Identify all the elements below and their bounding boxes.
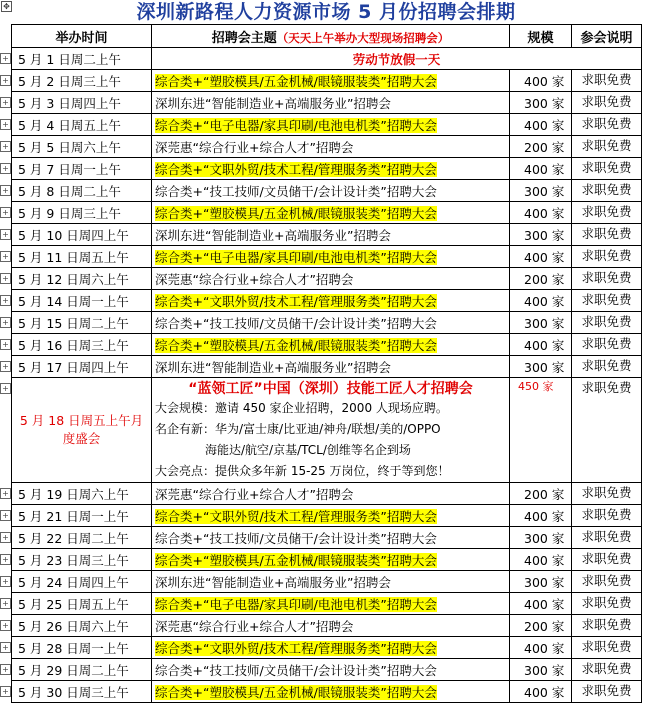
header-note: 参会说明 — [572, 25, 642, 48]
feature-line: 海能达/航空/京基/TCL/创维等名企到场 — [205, 443, 411, 457]
row-theme-text: 深莞惠“综合行业+综合人才”招聘会 — [155, 139, 354, 155]
feature-theme — [152, 378, 510, 483]
row-theme — [152, 202, 510, 224]
row-theme — [152, 356, 510, 378]
row-theme — [152, 549, 510, 571]
row-theme-text: 综合类+“电子电器/家具印刷/电池电机类”招聘大会 — [155, 249, 437, 265]
row-date: 5 月 10 日周四上午 — [12, 224, 152, 246]
row-note: 求职免费 — [572, 246, 642, 268]
row-date: 5 月 3 日周四上午 — [12, 92, 152, 114]
row-date: 5 月 2 日周三上午 — [12, 70, 152, 92]
table-row — [12, 571, 642, 593]
table-row — [12, 549, 642, 571]
row-date: 5 月 11 日周五上午 — [12, 246, 152, 268]
add-row-icon[interactable]: + — [0, 119, 11, 130]
row-scale: 400 家 — [510, 158, 572, 180]
row-theme — [152, 224, 510, 246]
row-theme-text: 综合类+“文职外贸/技术工程/管理服务类”招聘大会 — [155, 640, 437, 656]
row-theme-text: 深莞惠“综合行业+综合人才”招聘会 — [155, 486, 354, 502]
add-row-icon[interactable]: + — [0, 686, 11, 697]
row-date: 5 月 8 日周二上午 — [12, 180, 152, 202]
row-note: 求职免费 — [572, 312, 642, 334]
table-row — [12, 659, 642, 681]
row-theme-text: 深圳东进“智能制造业+高端服务业”招聘会 — [155, 574, 391, 590]
row-note: 求职免费 — [572, 356, 642, 378]
row-date: 5 月 9 日周三上午 — [12, 202, 152, 224]
row-note: 求职免费 — [572, 334, 642, 356]
row-note: 求职免费 — [572, 637, 642, 659]
row-date: 5 月 15 日周二上午 — [12, 312, 152, 334]
row-note: 求职免费 — [572, 180, 642, 202]
row-theme-text: 综合类+“电子电器/家具印刷/电池电机类”招聘大会 — [155, 596, 437, 612]
row-note: 求职免费 — [572, 593, 642, 615]
row-date: 5 月 26 日周六上午 — [12, 615, 152, 637]
row-theme-text: 综合类+“技工技师/文员储干/会计设计类”招聘大会 — [155, 662, 437, 678]
row-theme — [152, 527, 510, 549]
row-note: 求职免费 — [572, 615, 642, 637]
feature-row — [12, 378, 642, 483]
row-theme — [152, 180, 510, 202]
add-row-icon[interactable]: + — [0, 361, 11, 372]
row-note: 求职免费 — [572, 681, 642, 703]
row-scale: 400 家 — [510, 70, 572, 92]
row-note: 求职免费 — [572, 268, 642, 290]
row-scale: 200 家 — [510, 268, 572, 290]
row-scale: 300 家 — [510, 527, 572, 549]
table-row — [12, 527, 642, 549]
table-row — [12, 290, 642, 312]
add-row-icon[interactable]: + — [0, 598, 11, 609]
row-theme — [152, 246, 510, 268]
row-theme-text: 综合类+“技工技师/文员储干/会计设计类”招聘大会 — [155, 530, 437, 546]
row-date: 5 月 12 日周六上午 — [12, 268, 152, 290]
add-row-icon[interactable]: + — [0, 295, 11, 306]
row-scale: 400 家 — [510, 290, 572, 312]
table-row — [12, 180, 642, 202]
row-scale: 200 家 — [510, 615, 572, 637]
row-theme-text: 综合类+“文职外贸/技术工程/管理服务类”招聘大会 — [155, 508, 437, 524]
row-theme-text: 深莞惠“综合行业+综合人才”招聘会 — [155, 271, 354, 287]
row-theme-text: 综合类+“文职外贸/技术工程/管理服务类”招聘大会 — [155, 293, 437, 309]
row-note: 求职免费 — [572, 505, 642, 527]
table-row — [12, 202, 642, 224]
row-scale: 300 家 — [510, 224, 572, 246]
row-theme — [152, 681, 510, 703]
feature-note: 求职免费 — [572, 378, 642, 483]
header-date: 举办时间 — [12, 25, 152, 48]
row-theme-text: 综合类+“技工技师/文员储干/会计设计类”招聘大会 — [155, 183, 437, 199]
row-note: 求职免费 — [572, 202, 642, 224]
feature-line: 大会规模：邀请 450 家企业招聘，2000 人现场应聘。 — [155, 401, 448, 415]
add-row-icon[interactable]: + — [0, 273, 11, 284]
row-date: 5 月 5 日周六上午 — [12, 136, 152, 158]
add-row-icon[interactable]: + — [0, 185, 11, 196]
row-theme — [152, 290, 510, 312]
row-scale: 200 家 — [510, 483, 572, 505]
table-row — [12, 246, 642, 268]
table-row — [12, 70, 642, 92]
move-handle-icon[interactable]: ✥ — [1, 1, 12, 12]
table-header-row — [12, 25, 642, 48]
row-theme — [152, 637, 510, 659]
row-note: 求职免费 — [572, 483, 642, 505]
row-scale: 300 家 — [510, 92, 572, 114]
holiday-notice: 劳动节放假一天 — [152, 48, 642, 70]
row-scale: 400 家 — [510, 593, 572, 615]
row-date: 5 月 14 日周一上午 — [12, 290, 152, 312]
table-row — [12, 593, 642, 615]
table-row — [12, 356, 642, 378]
row-theme — [152, 334, 510, 356]
row-date: 5 月 25 日周五上午 — [12, 593, 152, 615]
row-theme — [152, 505, 510, 527]
add-row-icon[interactable]: + — [0, 317, 11, 328]
feature-title: “蓝领工匠”中国（深圳）技能工匠人才招聘会 — [188, 381, 473, 397]
add-row-icon[interactable]: + — [0, 229, 11, 240]
row-theme — [152, 571, 510, 593]
table-row — [12, 224, 642, 246]
add-row-icon[interactable]: + — [0, 664, 11, 675]
row-theme — [152, 136, 510, 158]
feature-line: 大会亮点：提供众多年新 15-25 万岗位，终于等到您！ — [155, 464, 450, 478]
add-row-icon[interactable]: + — [0, 251, 11, 262]
row-date: 5 月 24 日周四上午 — [12, 571, 152, 593]
row-date: 5 月 4 日周五上午 — [12, 114, 152, 136]
row-scale: 400 家 — [510, 637, 572, 659]
row-theme — [152, 92, 510, 114]
row-note: 求职免费 — [572, 114, 642, 136]
row-theme — [152, 158, 510, 180]
feature-scale: 450 家 — [510, 378, 572, 483]
row-theme-text: 深圳东进“智能制造业+高端服务业”招聘会 — [155, 359, 391, 375]
row-date: 5 月 21 日周一上午 — [12, 505, 152, 527]
row-note: 求职免费 — [572, 571, 642, 593]
table-row — [12, 114, 642, 136]
row-theme — [152, 593, 510, 615]
row-scale: 300 家 — [510, 356, 572, 378]
row-theme — [152, 659, 510, 681]
row-theme-text: 综合类+“塑胶模具/五金机械/眼镜服装类”招聘大会 — [155, 552, 437, 568]
row-date: 5 月 30 日周三上午 — [12, 681, 152, 703]
row-scale: 200 家 — [510, 136, 572, 158]
row-theme-text: 综合类+“电子电器/家具印刷/电池电机类”招聘大会 — [155, 117, 437, 133]
row-scale: 400 家 — [510, 114, 572, 136]
add-row-icon[interactable]: + — [0, 53, 11, 64]
header-theme-sub: （天天上午举办大型现场招聘会） — [276, 30, 450, 45]
row-note: 求职免费 — [572, 92, 642, 114]
row-note: 求职免费 — [572, 549, 642, 571]
row-scale: 400 家 — [510, 681, 572, 703]
header-scale: 规模 — [510, 25, 572, 48]
add-row-icon[interactable]: + — [0, 339, 11, 350]
row-date: 5 月 16 日周三上午 — [12, 334, 152, 356]
row-note: 求职免费 — [572, 290, 642, 312]
add-row-icon[interactable]: + — [0, 642, 11, 653]
row-theme-text: 综合类+“塑胶模具/五金机械/眼镜服装类”招聘大会 — [155, 337, 437, 353]
row-theme-text: 深莞惠“综合行业+综合人才”招聘会 — [155, 618, 354, 634]
feature-date: 5 月 18 日周五上午月度盛会 — [12, 378, 152, 483]
row-date: 5 月 7 日周一上午 — [12, 158, 152, 180]
row-note: 求职免费 — [572, 527, 642, 549]
table-row — [12, 158, 642, 180]
row-theme-text: 深圳东进“智能制造业+高端服务业”招聘会 — [155, 227, 391, 243]
row-date: 5 月 17 日周四上午 — [12, 356, 152, 378]
row-theme-text: 综合类+“塑胶模具/五金机械/眼镜服装类”招聘大会 — [155, 205, 437, 221]
row-theme-text: 深圳东进“智能制造业+高端服务业”招聘会 — [155, 95, 391, 111]
table-row — [12, 92, 642, 114]
table-row — [12, 334, 642, 356]
table-row — [12, 268, 642, 290]
table-row — [12, 637, 642, 659]
add-row-icon[interactable]: + — [0, 554, 11, 565]
add-row-icon[interactable]: + — [0, 620, 11, 631]
add-row-icon[interactable]: + — [0, 97, 11, 108]
row-note: 求职免费 — [572, 224, 642, 246]
table-row — [12, 48, 642, 70]
feature-line: 名企有新：华为/富士康/比亚迪/神舟/联想/美的/OPPO — [155, 422, 441, 436]
row-date: 5 月 28 日周一上午 — [12, 637, 152, 659]
header-theme — [152, 25, 510, 48]
row-theme-text: 综合类+“塑胶模具/五金机械/眼镜服装类”招聘大会 — [155, 684, 437, 700]
row-scale: 400 家 — [510, 202, 572, 224]
add-row-icon[interactable]: + — [0, 141, 11, 152]
row-theme-text: 综合类+“文职外贸/技术工程/管理服务类”招聘大会 — [155, 161, 437, 177]
table-row — [12, 136, 642, 158]
row-scale: 300 家 — [510, 571, 572, 593]
add-row-icon[interactable]: + — [0, 163, 11, 174]
row-theme-text: 综合类+“塑胶模具/五金机械/眼镜服装类”招聘大会 — [155, 73, 437, 89]
add-row-icon[interactable]: + — [0, 75, 11, 86]
add-row-icon[interactable]: + — [0, 576, 11, 587]
row-theme — [152, 615, 510, 637]
add-row-icon[interactable]: + — [0, 383, 11, 394]
row-theme — [152, 70, 510, 92]
schedule-table — [11, 24, 642, 703]
row-theme — [152, 268, 510, 290]
row-scale: 400 家 — [510, 505, 572, 527]
row-date: 5 月 19 日周六上午 — [12, 483, 152, 505]
row-scale: 300 家 — [510, 312, 572, 334]
row-note: 求职免费 — [572, 136, 642, 158]
table-row — [12, 681, 642, 703]
table-row — [12, 505, 642, 527]
row-date: 5 月 29 日周二上午 — [12, 659, 152, 681]
table-row — [12, 312, 642, 334]
add-row-icon[interactable]: + — [0, 510, 11, 521]
row-note: 求职免费 — [572, 70, 642, 92]
row-scale: 400 家 — [510, 246, 572, 268]
row-date: 5 月 23 日周三上午 — [12, 549, 152, 571]
row-theme — [152, 114, 510, 136]
add-row-icon[interactable]: + — [0, 488, 11, 499]
row-date: 5 月 1 日周二上午 — [12, 48, 152, 70]
row-theme-text: 综合类+“技工技师/文员储干/会计设计类”招聘大会 — [155, 315, 437, 331]
page-title: 深圳新路程人力资源市场 5 月份招聘会排期 — [136, 1, 516, 23]
row-theme — [152, 483, 510, 505]
header-theme-label: 招聘会主题 — [211, 30, 277, 46]
row-theme — [152, 312, 510, 334]
table-row — [12, 615, 642, 637]
row-scale: 300 家 — [510, 180, 572, 202]
row-note: 求职免费 — [572, 659, 642, 681]
add-row-icon[interactable]: + — [0, 207, 11, 218]
row-note: 求职免费 — [572, 158, 642, 180]
row-scale: 400 家 — [510, 549, 572, 571]
row-scale: 300 家 — [510, 659, 572, 681]
add-row-icon[interactable]: + — [0, 532, 11, 543]
table-row — [12, 483, 642, 505]
row-scale: 400 家 — [510, 334, 572, 356]
row-date: 5 月 22 日周二上午 — [12, 527, 152, 549]
